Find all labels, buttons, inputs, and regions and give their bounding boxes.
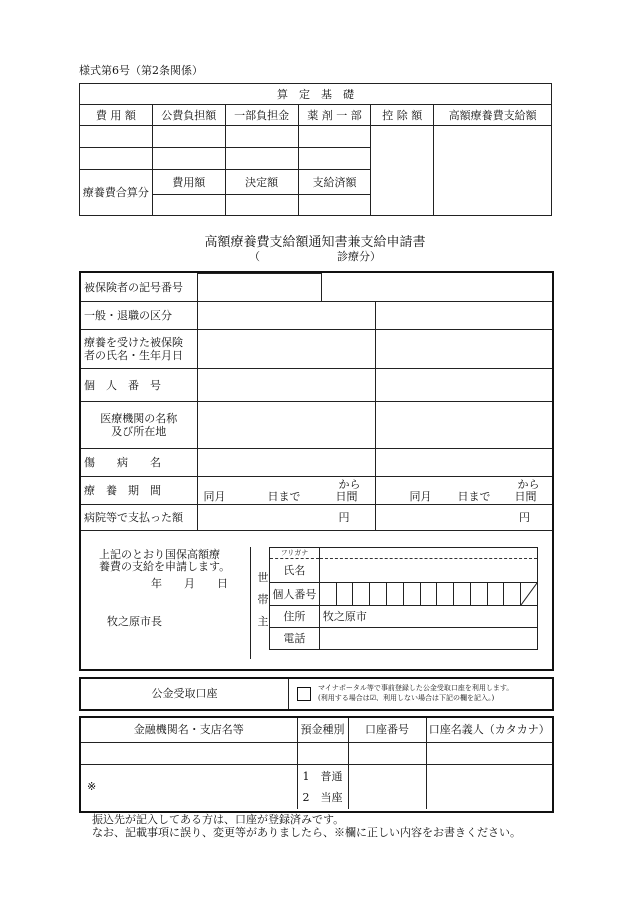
period-field[interactable] xyxy=(197,477,375,505)
cell[interactable] xyxy=(152,195,225,216)
disease-label: 傷 病 名 xyxy=(81,449,197,477)
sub-header-decided: 決定額 xyxy=(225,170,298,195)
insured-number-field[interactable] xyxy=(197,274,321,302)
address-field[interactable] xyxy=(319,606,537,628)
address-label: 住所 xyxy=(270,606,320,628)
patient-label-2: 者の氏名・生年月日 xyxy=(84,349,183,362)
period-field-2[interactable] xyxy=(375,477,552,505)
form-number: 様式第6号（第2条関係） xyxy=(79,64,203,77)
institution-label-1: 医療機関の名称 xyxy=(100,412,178,425)
paid-field-2[interactable] xyxy=(375,505,552,531)
application-form xyxy=(79,271,554,671)
bank-type-registered[interactable] xyxy=(297,742,348,764)
paid-label: 病院等で支払った額 xyxy=(81,505,197,531)
period-until: 日まで xyxy=(267,490,301,503)
cell[interactable] xyxy=(225,195,298,216)
header-drug: 薬 剤 一 部 xyxy=(298,105,371,126)
period-days: 日間 xyxy=(335,490,358,503)
personal-number-boxes[interactable] xyxy=(319,583,537,606)
deduction-cell[interactable] xyxy=(371,126,434,216)
sub-header-cost: 費用額 xyxy=(152,170,225,195)
paid-field[interactable] xyxy=(197,505,375,531)
period-until-2: 日まで xyxy=(457,490,491,503)
combined-label: 療養費合算分 xyxy=(80,170,153,216)
cell[interactable] xyxy=(225,148,298,170)
bank-account-registered[interactable] xyxy=(348,742,426,764)
bank-table xyxy=(81,718,552,809)
householder-left-border xyxy=(250,547,251,659)
bank-name-field[interactable] xyxy=(81,764,297,809)
bank-box xyxy=(79,716,554,813)
public-account-note xyxy=(318,683,513,703)
bank-header-account: 口座番号 xyxy=(348,718,426,742)
name-label: 氏名 xyxy=(270,559,320,583)
householder-char-2: 帯 xyxy=(257,593,269,606)
application-text-2: 養費の支給を申請します。 xyxy=(99,560,231,573)
cell[interactable] xyxy=(152,126,225,148)
personal-number-label-2: 個人番号 xyxy=(270,583,320,606)
yen-unit-2: 円 xyxy=(519,511,530,524)
period-kara: から xyxy=(338,478,361,491)
householder-char-3: 主 xyxy=(257,615,269,628)
header-high-cost: 高額療養費支給額 xyxy=(434,105,552,126)
phone-label: 電話 xyxy=(270,628,320,650)
public-account-box xyxy=(79,677,554,711)
bank-name-registered[interactable] xyxy=(81,742,297,764)
footer-note xyxy=(92,813,521,839)
date-label: 年 月 日 xyxy=(151,577,228,590)
period-label: 療 養 期 間 xyxy=(81,477,197,505)
public-account-checkbox[interactable] xyxy=(297,687,311,701)
sub-header-paid: 支給済額 xyxy=(298,170,371,195)
householder-table xyxy=(269,547,538,650)
cell[interactable] xyxy=(298,148,371,170)
footer-note-1: 振込先が記入してある方は、口座が登録済みです。 xyxy=(92,813,345,826)
public-account-note-2: (利用する場合は☑、利用しない場合は下記の欄を記入。) xyxy=(318,694,495,702)
public-account-note-1: マイナポータル等で事前登録した公金受取口座を利用します。 xyxy=(318,684,514,692)
cell[interactable] xyxy=(225,126,298,148)
application-text xyxy=(99,549,230,573)
calc-title: 算 定 基 礎 xyxy=(80,84,552,105)
personal-number-field-2[interactable] xyxy=(375,369,552,402)
category-field-2[interactable] xyxy=(375,302,552,330)
period-days-2: 日間 xyxy=(514,490,537,503)
institution-label-2: 及び所在地 xyxy=(111,425,167,438)
cell[interactable] xyxy=(80,126,153,148)
category-label: 一般・退職の区分 xyxy=(81,302,197,330)
institution-field-2[interactable] xyxy=(375,402,552,449)
personal-number-label: 個 人 番 号 xyxy=(81,369,197,402)
bank-type-field[interactable] xyxy=(297,764,348,809)
application-rows xyxy=(81,273,552,531)
header-cost: 費 用 額 xyxy=(80,105,153,126)
category-field[interactable] xyxy=(197,302,375,330)
insured-number-label: 被保険者の記号番号 xyxy=(81,274,197,302)
header-public: 公費負担額 xyxy=(152,105,225,126)
type-ordinary: 1 普通 xyxy=(302,769,343,783)
calc-basis-table xyxy=(79,83,552,216)
cell[interactable] xyxy=(298,195,371,216)
institution-field[interactable] xyxy=(197,402,375,449)
yen-unit: 円 xyxy=(338,511,350,524)
furigana-label: フリガナ xyxy=(270,548,320,559)
header-deduction: 控 除 額 xyxy=(371,105,434,126)
bank-holder-registered[interactable] xyxy=(426,742,552,764)
patient-field-2[interactable] xyxy=(375,330,552,369)
period-month: 同月 xyxy=(203,490,226,503)
disease-field[interactable] xyxy=(197,449,375,477)
period-month-2: 同月 xyxy=(409,490,432,503)
application-text-1: 上記のとおり国保高額療 xyxy=(99,548,220,561)
addressee: 牧之原市長 xyxy=(107,615,162,628)
patient-label-1: 療養を受けた被保険 xyxy=(84,336,183,349)
furigana-field[interactable] xyxy=(319,548,537,559)
name-field[interactable] xyxy=(319,559,537,583)
cell[interactable] xyxy=(80,148,153,170)
cell[interactable] xyxy=(152,148,225,170)
form-subtitle: （ 診療分） xyxy=(249,250,381,263)
bank-account-field[interactable] xyxy=(348,764,426,809)
householder-char-1: 世 xyxy=(257,571,269,584)
high-cost-cell[interactable] xyxy=(434,126,552,216)
patient-field[interactable] xyxy=(197,330,375,369)
footer-note-2: なお、記載事項に誤り、変更等がありましたら、※欄に正しい内容をお書きください。 xyxy=(92,826,521,839)
address-value: 牧之原市 xyxy=(322,610,367,623)
phone-field[interactable] xyxy=(319,628,537,650)
personal-number-field[interactable] xyxy=(197,369,375,402)
header-partial: 一部負担金 xyxy=(225,105,298,126)
form-title: 高額療養費支給額通知書兼支給申請書 xyxy=(204,235,426,250)
public-account-label: 公金受取口座 xyxy=(151,687,218,700)
householder-label xyxy=(256,547,270,631)
type-current: 2 当座 xyxy=(302,790,343,804)
insured-number-field-2[interactable] xyxy=(321,274,552,302)
bank-header-name: 金融機関名・支店名等 xyxy=(81,718,297,742)
period-kara-2: から xyxy=(517,478,540,491)
bank-holder-field[interactable] xyxy=(426,764,552,809)
cell[interactable] xyxy=(298,126,371,148)
asterisk-mark: ※ xyxy=(87,780,97,794)
disease-field-2[interactable] xyxy=(375,449,552,477)
bank-header-holder: 口座名義人（カタカナ） xyxy=(426,718,552,742)
bank-header-type: 預金種別 xyxy=(297,718,348,742)
